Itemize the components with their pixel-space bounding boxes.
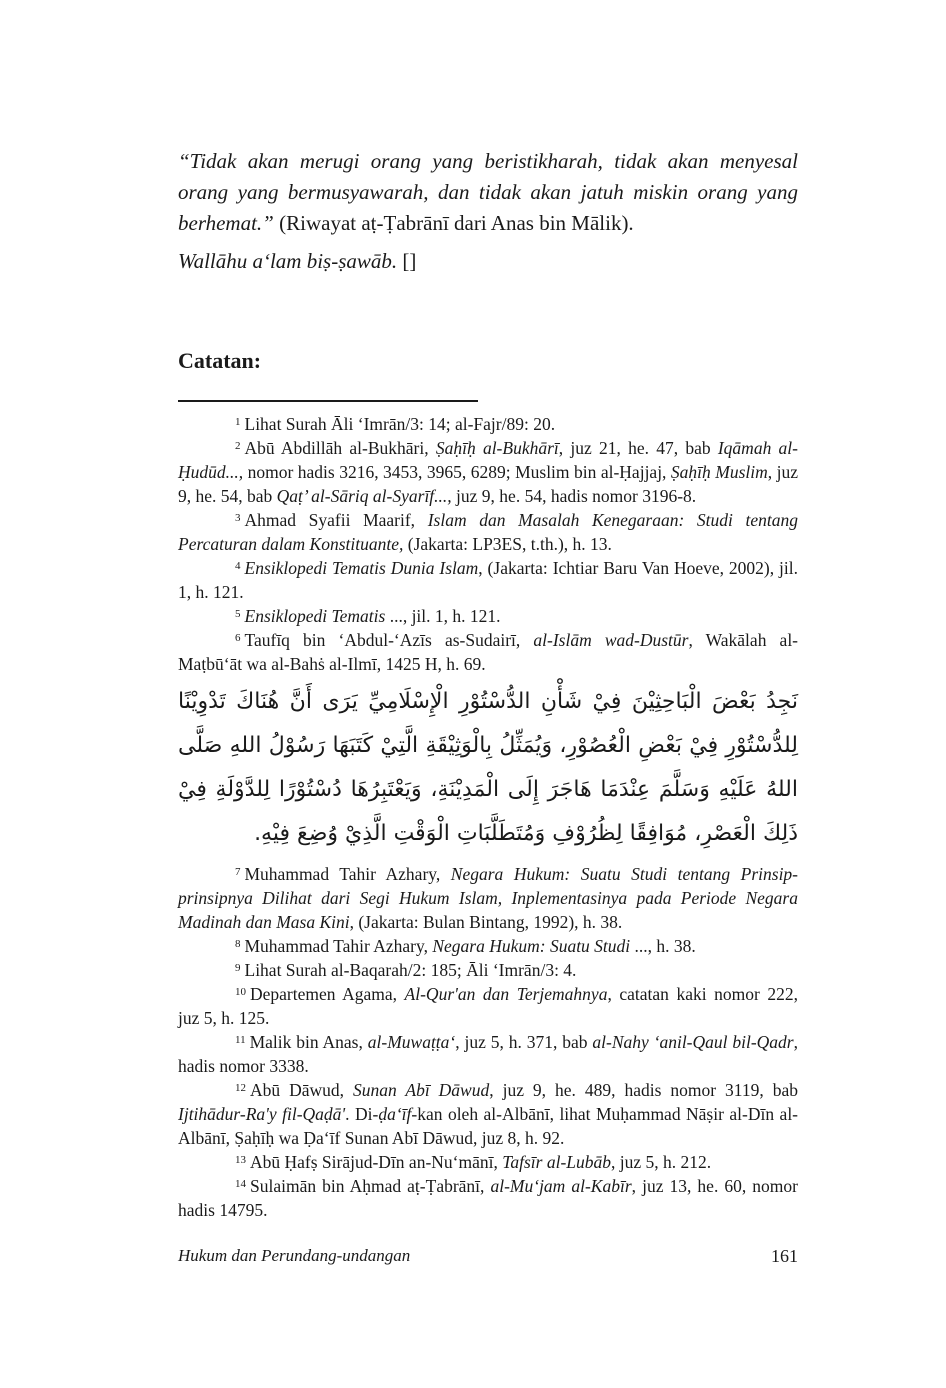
footnote-text: Abū Ḥafṣ Sirājud-Dīn an-Nu‘mānī, [250, 1152, 503, 1172]
footnote-text: , (Jakarta: Ichtiar Baru Van Hoeve, 2002), jil. 1, h. 121. [178, 558, 798, 602]
footnote-12 [178, 1078, 798, 1150]
footnote-title: Ijtihādur-Ra'y fil-Qaḍā' [178, 1104, 346, 1124]
footnote-title: al-Mu‘jam al-Kabīr [490, 1176, 632, 1196]
footnote-3 [178, 508, 798, 556]
footnote-text: , (Jakarta: Bulan Bintang, 1992), h. 38. [349, 912, 623, 932]
footnote-5 [178, 604, 798, 628]
notes-heading: Catatan: [178, 348, 262, 373]
footnote-8 [178, 934, 798, 958]
footnote-text: Departemen Agama, [250, 984, 405, 1004]
footnote-number: 2 [235, 440, 241, 452]
footnote-title: Tafsīr al-Lubāb [502, 1152, 612, 1172]
footnote-4 [178, 556, 798, 604]
footnote-10 [178, 982, 798, 1030]
footnote-title: Ṣaḥīḥ al-Bukhārī [435, 438, 559, 458]
footnote-text: Malik bin Anas, [249, 1032, 368, 1052]
running-title: Hukum dan Perundang-undangan [178, 1246, 411, 1265]
footnote-number: 3 [235, 512, 241, 524]
footnote-text: Abū Dāwud, [250, 1080, 353, 1100]
footnote-text: , juz 13, he. 60, nomor hadis 14795. [178, 1176, 798, 1220]
footnotes [178, 412, 798, 1222]
footnote-1 [178, 412, 798, 436]
arabic-quotation: نَجِدُ بَعْضَ الْبَاحِثِيْنَ فِيْ شَأْنِ الدُّسْتُوْرِ الْإِسْلَامِيِّ يَرَى أَنَّ هُنَاكَ تَدْوِيْنًا لِلدُّسْتُوْرِ فِيْ بَعْضِ الْعُصُوْرِ، وَيُمَثِّلُ بِالْوَثِيْقَةِ الَّتِيْ كَتَبَهَا رَسُوْلُ اللهِ صَلَّى اللهُ عَلَيْهِ وَسَلَّمَ عِنْدَمَا هَاجَرَ إِلَى الْمَدِيْنَةِ، وَيَعْتَبِرُهَا دُسْتُوْرًا لِلدَّوْلَةِ فِيْ ذَلِكَ الْعَصْرِ، مُوَافِقًا لِظُرُوْفِ وَمُتَطَلَّبَاتِ الْوَقْتِ الَّذِيْ وُضِعَ فِيْهِ. [178, 689, 798, 846]
footnote-text: Sulaimān bin Aḥmad aṭ-Ṭabrānī, [250, 1176, 491, 1196]
footnote-divider [178, 400, 478, 402]
footnote-text: , catatan kaki nomor 222, juz 5, h. 125. [178, 984, 798, 1028]
footnote-title: Iqāmah al-Ḥudūd..., [178, 438, 799, 482]
footnote-text: , juz 9, he. 54, bab [178, 462, 798, 506]
footnote-number: 14 [235, 1178, 246, 1190]
footnote-text: . Di- [345, 1104, 379, 1124]
footnote-text: Lihat Surah al-Baqarah/2: 185; Āli ‘Imrān/3: 4. [244, 960, 577, 980]
footnote-title: Ensiklopedi Tematis [244, 606, 386, 626]
footnote-text: , juz 21, he. 47, bab [558, 438, 718, 458]
footnote-title: ḍa‘īf [378, 1104, 412, 1124]
footnote-2 [178, 436, 798, 508]
footnote-6 [178, 628, 798, 676]
footnote-text: , hadis nomor 3338. [178, 1032, 798, 1076]
footnote-title: Sunan Abī Dāwud [353, 1080, 490, 1100]
footnote-number: 10 [235, 986, 246, 998]
page-body [178, 146, 798, 1222]
footnote-text: Muhammad Tahir Azhary, [244, 864, 451, 884]
footnote-text: -kan oleh al-Albānī, lihat Muḥammad Nāṣir al-Dīn al-Albānī, Ṣaḥīḥ wa Ḍa‘īf Sunan Abī Dāwud, juz 8, h. 92. [178, 1104, 799, 1148]
footnote-title: Islam dan Masalah Kenegaraan: Studi tentang Percaturan dalam Konstituante, [178, 510, 799, 554]
quote-text: “Tidak akan merugi orang yang beristikharah, tidak akan menyesal orang yang bermusyawarah, dan tidak akan jatuh miskin orang yang berhemat.” [178, 149, 798, 235]
quote-source: (Riwayat aṭ-Ṭabrānī dari Anas bin Mālik). [279, 211, 634, 235]
page-footer [178, 1246, 798, 1272]
footnote-number: 12 [235, 1082, 246, 1094]
footnote-text: Muhammad Tahir Azhary, [244, 936, 433, 956]
footnote-number: 8 [235, 938, 241, 950]
footnote-number: 4 [235, 560, 241, 572]
footnote-number: 6 [235, 632, 241, 644]
footnote-text: , Wakālah al-Maṭbū‘āt wa al-Bahṡ al-Ilmī, 1425 H, h. 69. [178, 630, 799, 674]
footnote-7 [178, 862, 798, 934]
footnote-number: 7 [235, 866, 241, 878]
footnote-9 [178, 958, 798, 982]
footnote-text: Abū Abdillāh al-Bukhāri, [244, 438, 436, 458]
footnote-text: nomor hadis 3216, 3453, 3965, 6289; Muslim bin al-Ḥajjaj, [243, 462, 671, 482]
footnote-number: 9 [235, 962, 241, 974]
footnote-title: Negara Hukum: Suatu Studi [432, 936, 631, 956]
closing-text: Wallāhu a‘lam biṣ-ṣawāb. [178, 249, 398, 273]
footnote-number: 11 [235, 1034, 246, 1046]
footnote-title: al-Islām wad-Dustūr [533, 630, 689, 650]
footnote-title: Ensiklopedi Tematis Dunia Islam [244, 558, 479, 578]
footnote-14 [178, 1174, 798, 1222]
footnote-text: (Jakarta: LP3ES, t.th.), h. 13. [403, 534, 612, 554]
footnote-number: 5 [235, 608, 241, 620]
footnote-title: Ṣaḥīḥ Muslim [670, 462, 768, 482]
footnote-text: , juz 9, he. 489, hadis nomor 3119, bab [489, 1080, 798, 1100]
footnote-text: , juz 5, h. 371, bab [455, 1032, 593, 1052]
footnote-title: Al-Qur'an dan Terjemahnya [404, 984, 608, 1004]
footnote-number: 13 [235, 1154, 246, 1166]
footnote-title: al-Muwaṭṭa‘ [367, 1032, 456, 1052]
quote-paragraph [178, 146, 798, 239]
closing-mark: [] [402, 249, 417, 273]
footnote-13 [178, 1150, 798, 1174]
closing-line [178, 246, 798, 277]
footnote-text: , juz 5, h. 212. [611, 1152, 712, 1172]
footnote-text: Lihat Surah Āli ‘Imrān/3: 14; al-Fajr/89: 20. [244, 414, 556, 434]
footnote-text: ..., h. 38. [630, 936, 696, 956]
footnote-text: Ahmad Syafii Maarif, [244, 510, 428, 530]
page-number: 161 [771, 1246, 798, 1266]
footnote-11 [178, 1030, 798, 1078]
footnote-number: 1 [235, 416, 241, 428]
footnote-title: Qaṭ’ al-Sāriq al-Syarīf..., [276, 486, 452, 506]
footnote-text: juz 9, he. 54, hadis nomor 3196-8. [451, 486, 697, 506]
footnote-text: Taufīq bin ‘Abdul-‘Azīs as-Sudairī, [244, 630, 534, 650]
footnote-title: Negara Hukum: Suatu Studi tentang Prinsip-prinsipnya Dilihat dari Segi Hukum Islam, Inplementasinya pada Periode Negara Madinah dan Masa Kini [178, 864, 799, 932]
footnote-text: ..., jil. 1, h. 121. [385, 606, 501, 626]
footnote-title: al-Nahy ‘anil-Qaul bil-Qadr [592, 1032, 794, 1052]
